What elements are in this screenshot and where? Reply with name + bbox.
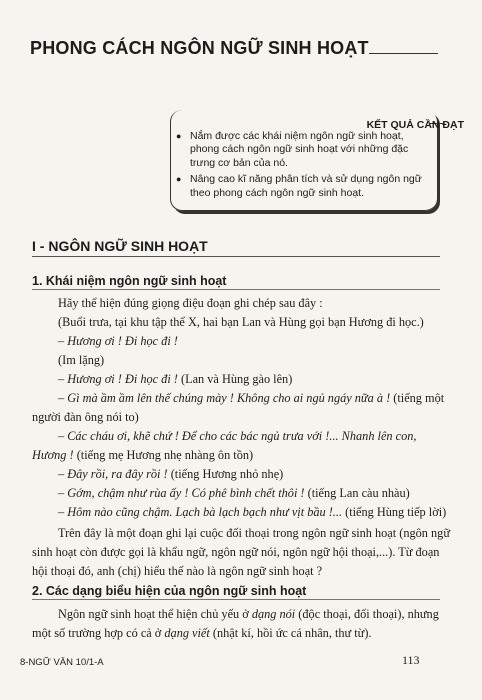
paragraph: (Im lặng): [58, 353, 105, 367]
bullet-icon: ●: [176, 131, 182, 141]
dialogue-line: – Các cháu ơi, khẽ chứ ! Để cho các bác ngủ trưa với !... Nhanh lên con, Hương ! (tiếng mẹ Hương nhẹ nhàng ôn tồn): [32, 429, 417, 462]
paragraph: Ngôn ngữ sinh hoạt thể hiện chủ yếu ở dạng nói (độc thoại, đối thoại), nhưng một số trường hợp có cả ở dạng viết (nhật kí, hồi ức cá nhân, thư từ).: [32, 607, 439, 640]
dialogue-line: – Hôm nào cũng chậm. Lạch bà lạch bạch như vịt bầu !... (tiếng Hùng tiếp lời): [58, 505, 447, 519]
paragraph: Trên đây là một đoạn ghi lại cuộc đối thoại trong ngôn ngữ sinh hoạt (ngôn ngữ sinh hoạt còn được gọi là khẩu ngữ, ngôn ngữ nói, ngôn ngữ hội thoại,...). Từ đoạn hội thoại đó, anh (chị) hiểu thế nào là ngôn ngữ sinh hoạt ?: [32, 526, 450, 578]
subsection-body-2: [32, 605, 452, 643]
subsection-rule-1: [32, 289, 440, 290]
dialogue-line: – Gì mà ầm ầm lên thế chúng mày ! Không cho ai ngủ ngáy nữa à ! (tiếng một người đàn ông nói to): [32, 391, 445, 424]
section-heading: I - NGÔN NGỮ SINH HOẠT: [32, 238, 208, 254]
subsection-rule-2: [32, 599, 440, 600]
page-title: PHONG CÁCH NGÔN NGỮ SINH HOẠT: [30, 38, 369, 58]
results-item: ● Nắm được các khái niệm ngôn ngữ sinh hoạt, phong cách ngôn ngữ sinh hoạt với những đặc trưng cơ bản của nó.: [176, 130, 409, 169]
results-item: ● Nâng cao kĩ năng phân tích và sử dụng ngôn ngữ theo phong cách ngôn ngữ sinh hoạt.: [176, 173, 422, 199]
bullet-icon: ●: [176, 174, 182, 185]
results-list: [176, 130, 428, 203]
paragraph: (Buổi trưa, tại khu tập thể X, hai bạn Lan và Hùng gọi bạn Hương đi học.): [58, 315, 424, 329]
page-number: 113: [402, 653, 420, 667]
subsection-body-1: [32, 294, 452, 581]
footer-book-code: 8-NGỮ VĂN 10/1-A: [20, 657, 104, 668]
paragraph: Hãy thể hiện đúng giọng điệu đoạn ghi chép sau đây :: [58, 296, 323, 310]
subsection-heading-2: 2. Các dạng biểu hiện của ngôn ngữ sinh hoạt: [32, 584, 307, 598]
dialogue-line: – Hương ơi ! Đi học đi !: [58, 334, 178, 348]
title-rule: [369, 53, 438, 54]
section-rule: [32, 256, 440, 257]
results-heading: KẾT QUẢ CẦN ĐẠT: [366, 119, 464, 131]
subsection-heading-1: 1. Khái niệm ngôn ngữ sinh hoạt: [32, 274, 227, 288]
dialogue-line: – Gớm, chậm như rùa ấy ! Có phê bình chết thôi ! (tiếng Lan càu nhàu): [58, 486, 410, 500]
dialogue-line: – Đây rồi, ra đây rồi ! (tiếng Hương nhỏ nhẹ): [58, 467, 284, 481]
dialogue-line: – Hương ơi ! Đi học đi ! (Lan và Hùng gào lên): [58, 372, 293, 386]
